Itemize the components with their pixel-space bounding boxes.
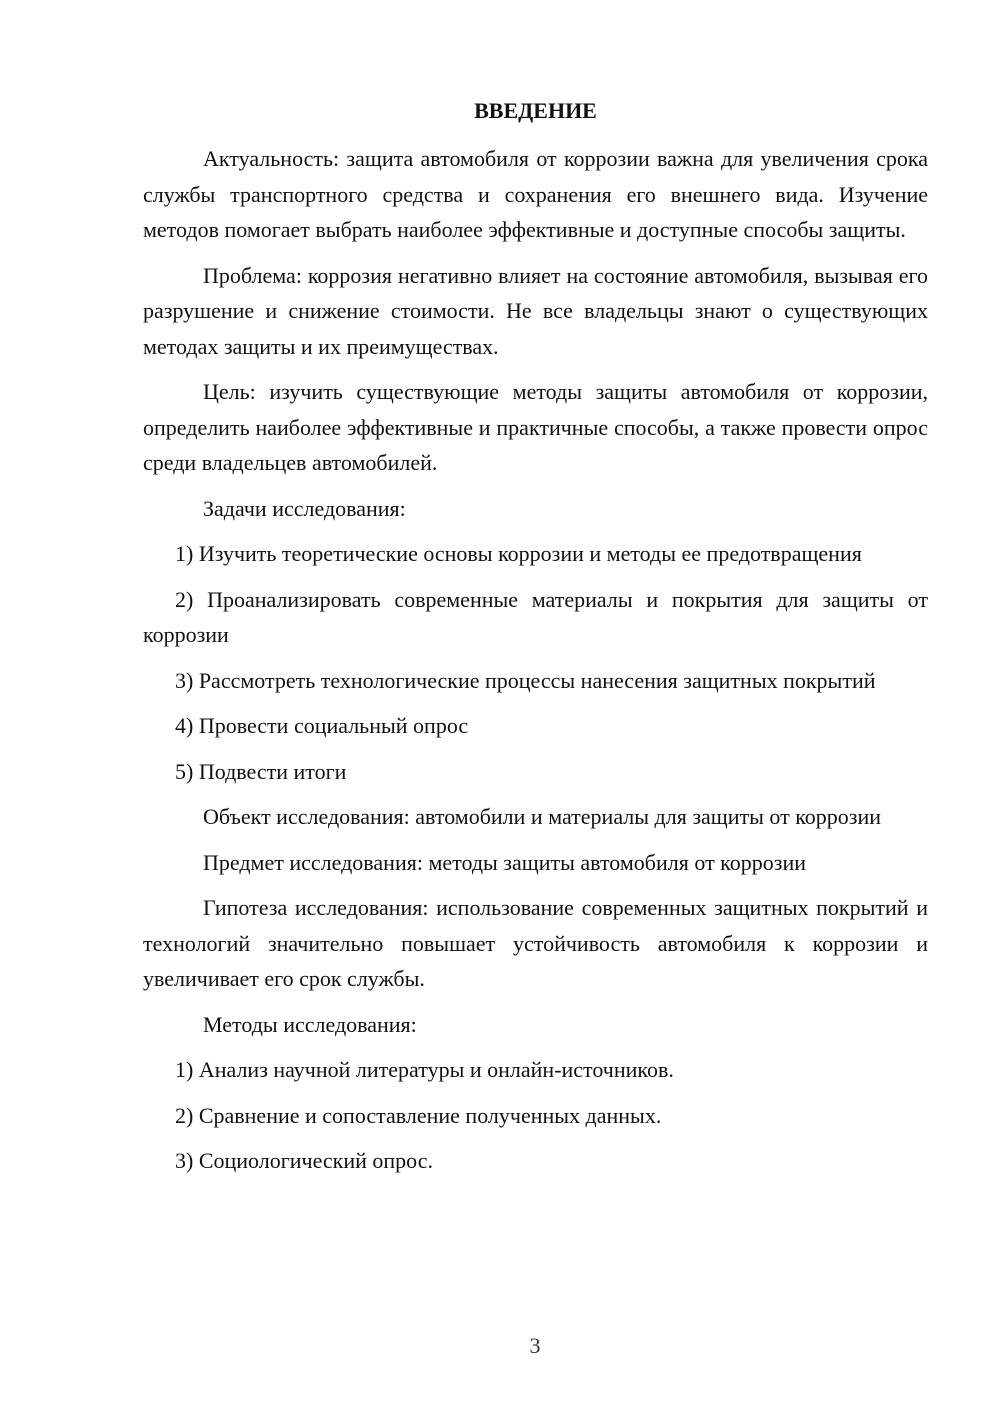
section-title: ВВЕДЕНИЕ xyxy=(474,98,597,123)
method-item-2: 2) Сравнение и сопоставление полученных данных. xyxy=(175,1102,662,1128)
paragraph-methods-heading: Методы исследования: xyxy=(203,1011,417,1037)
page-content xyxy=(143,93,928,1179)
task-item-2: 2) Проанализировать современные материалы и покрытия для защиты от коррозии xyxy=(143,586,928,647)
paragraph-goal: Цель: изучить существующие методы защиты автомобиля от коррозии, определить наиболее эффективные и практичные способы, а также провести опрос среди владельцев автомобилей. xyxy=(143,379,928,475)
paragraph-problem: Проблема: коррозия негативно влияет на состояние автомобиля, вызывая его разрушение и снижение стоимости. Не все владельцы знают о существующих методах защиты и их преимуществах. xyxy=(143,262,928,359)
paragraph-tasks-heading: Задачи исследования: xyxy=(203,495,406,521)
paragraph-subject: Предмет исследования: методы защиты автомобиля от коррозии xyxy=(203,849,806,875)
task-item-5: 5) Подвести итоги xyxy=(175,758,347,784)
task-item-4: 4) Провести социальный опрос xyxy=(175,713,469,738)
paragraph-hypothesis: Гипотеза исследования: использование современных защитных покрытий и технологий значительно повышает устойчивость автомобиля к коррозии и увеличивает его срок службы. xyxy=(143,895,928,991)
method-item-1: 1) Анализ научной литературы и онлайн-источников. xyxy=(175,1057,674,1082)
task-item-1: 1) Изучить теоретические основы коррозии и методы ее предотвращения xyxy=(175,541,862,566)
paragraph-object: Объект исследования: автомобили и материалы для защиты от коррозии xyxy=(203,804,882,829)
paragraph-relevance: Актуальность: защита автомобиля от коррозии важна для увеличения срока службы транспортного средства и сохранения его внешнего вида. Изучение методов помогает выбрать наиболее эффективные и доступные способы защиты. xyxy=(143,146,928,242)
page-number: 3 xyxy=(529,1333,541,1358)
method-item-3: 3) Социологический опрос. xyxy=(175,1148,433,1173)
task-item-3: 3) Рассмотреть технологические процессы нанесения защитных покрытий xyxy=(175,667,876,693)
